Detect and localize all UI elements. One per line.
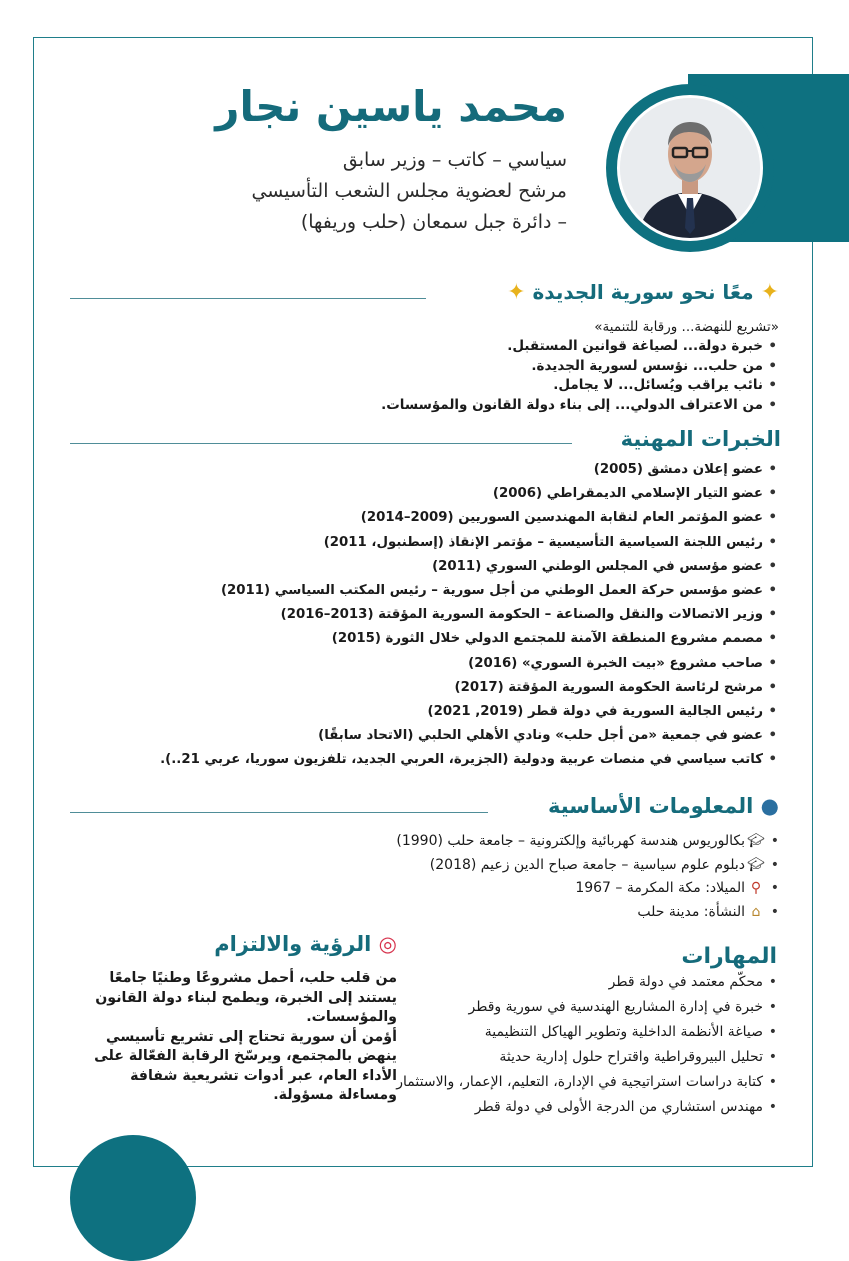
list-item: • كاتب سياسي في منصات عربية ودولية (الجزيرة، العربي الجديد، تلفزيون سوريا، عربي 21..).	[79, 748, 779, 772]
vision-tagline: «تشريع للنهضة... ورقابة للتنمية»	[594, 319, 779, 335]
list-item: • صياغة الأنظمة الداخلية وتطوير الهياكل التنظيمية	[399, 1020, 779, 1045]
list-item: • مصمم مشروع المنطقة الآمنة للمجتمع الدولي خلال الثورة (2015)	[79, 627, 779, 651]
vision-intro-title	[507, 280, 779, 305]
list-item: • عضو إعلان دمشق (2005)	[79, 458, 779, 482]
list-item: • مهندس استشاري من الدرجة الأولى في دولة قطر	[399, 1095, 779, 1120]
list-item-text: النشأة: مدينة حلب	[637, 903, 745, 920]
section-divider	[70, 443, 572, 444]
commitment-paragraph: من قلب حلب، أحمل مشروعًا وطنيًا جامعًا يستند إلى الخبرة، ويطمح لبناء دولة القانون والمؤسسات.	[95, 970, 397, 1025]
commitment-title-text: الرؤية والالتزام	[214, 932, 372, 956]
skills-list	[396, 970, 779, 1120]
list-item: • عضو المؤتمر العام لنقابة المهندسين السوريين (2009–2014)	[79, 506, 779, 530]
vision-intro-title-text: معًا نحو سورية الجديدة	[532, 280, 754, 304]
list-item	[81, 877, 781, 901]
location-pin-icon: ⚲	[750, 880, 762, 896]
house-icon: ⌂	[751, 903, 761, 920]
target-icon: ◎	[378, 932, 397, 956]
list-item: • نائب يراقب ويُسائل... لا يجامل.	[79, 376, 779, 395]
list-item: • رئيس اللجنة السياسية التأسيسية – مؤتمر الإنقاذ (إسطنبول، 2011)	[79, 531, 779, 555]
commitment-paragraph: أؤمن أن سورية تحتاج إلى تشريع تأسيسي ينهض بالمجتمع، ويرسّخ الرقابة الفعّالة على الأداء العام، عبر أدوات تشريعية شفافة ومساءلة مسؤولة.	[94, 1028, 397, 1103]
list-item	[81, 901, 781, 925]
person-icon: ●	[760, 794, 779, 818]
graduation-cap-icon: 🎓︎	[747, 856, 765, 873]
list-item: • محكّم معتمد في دولة قطر	[399, 970, 779, 995]
basic-info-body	[81, 830, 781, 924]
header-subtitle	[237, 145, 567, 238]
list-item: • عضو مؤسس في المجلس الوطني السوري (2011)	[79, 555, 779, 579]
experience-list	[79, 458, 779, 773]
graduation-cap-icon: 🎓︎	[747, 833, 765, 849]
sparkles-icon: ✦	[760, 280, 779, 305]
basic-info-title	[548, 794, 779, 818]
candidacy-line: مرشح لعضوية مجلس الشعب التأسيسي – دائرة جبل سمعان (حلب وريفها)	[251, 180, 567, 233]
list-item	[81, 854, 781, 878]
list-item: • من حلب... نؤسس لسورية الجديدة.	[79, 357, 779, 376]
sparkles-icon: ✦	[507, 280, 526, 305]
list-item: • كتابة دراسات استراتيجية في الإدارة، التعليم، الإعمار، والاستثمار	[399, 1070, 779, 1095]
list-item: • خبرة دولة... لصياغة قوانين المستقبل.	[79, 337, 779, 356]
experience-title: الخبرات المهنية	[620, 427, 781, 451]
experience-body	[79, 458, 779, 773]
basic-info-title-text: المعلومات الأساسية	[547, 794, 754, 818]
candidate-role: سياسي – كاتب – وزير سابق	[342, 149, 567, 171]
list-item-text: الميلاد: مكة المكرمة – 1967	[575, 880, 745, 896]
list-item: • مرشح لرئاسة الحكومة السورية المؤقتة (2017)	[79, 676, 779, 700]
list-item-text: بكالوريوس هندسة كهربائية وإلكترونية – جامعة حلب (1990)	[396, 833, 745, 849]
list-item-text: دبلوم علوم سياسية – جامعة صباح الدين زعيم (2018)	[429, 856, 745, 873]
skills-body	[396, 970, 779, 1120]
skills-title: المهارات	[681, 944, 777, 969]
decorative-circle	[70, 1135, 196, 1261]
list-item: • صاحب مشروع «بيت الخبرة السوري» (2016)	[79, 652, 779, 676]
list-item: • خبرة في إدارة المشاريع الهندسية في سورية وقطر	[399, 995, 779, 1020]
list-item: • تحليل البيروقراطية واقتراح حلول إدارية حديثة	[399, 1045, 779, 1070]
portrait-illustration	[620, 98, 760, 238]
vision-intro-body	[79, 318, 779, 415]
basic-info-list	[81, 830, 781, 924]
list-item: • رئيس الجالية السورية في دولة قطر (2019, 2021)	[79, 700, 779, 724]
list-item: • عضو التيار الإسلامي الديمقراطي (2006)	[79, 482, 779, 506]
list-item	[81, 830, 781, 854]
list-item: • من الاعتراف الدولي... إلى بناء دولة القانون والمؤسسات.	[79, 396, 779, 415]
candidate-name: محمد ياسين نجار	[215, 82, 567, 131]
section-divider	[70, 298, 426, 299]
vision-points	[79, 337, 779, 415]
list-item: • وزير الاتصالات والنقل والصناعة – الحكومة السورية المؤقتة (2013–2016)	[79, 603, 779, 627]
profile-photo	[617, 95, 763, 241]
commitment-title	[214, 932, 397, 956]
list-item: • عضو مؤسس حركة العمل الوطني من أجل سورية – رئيس المكتب السياسي (2011)	[79, 579, 779, 603]
commitment-body	[92, 969, 397, 1106]
list-item: • عضو في جمعية «من أجل حلب» ونادي الأهلي الحلبي (الاتحاد سابقًا)	[79, 724, 779, 748]
section-divider	[70, 812, 488, 813]
